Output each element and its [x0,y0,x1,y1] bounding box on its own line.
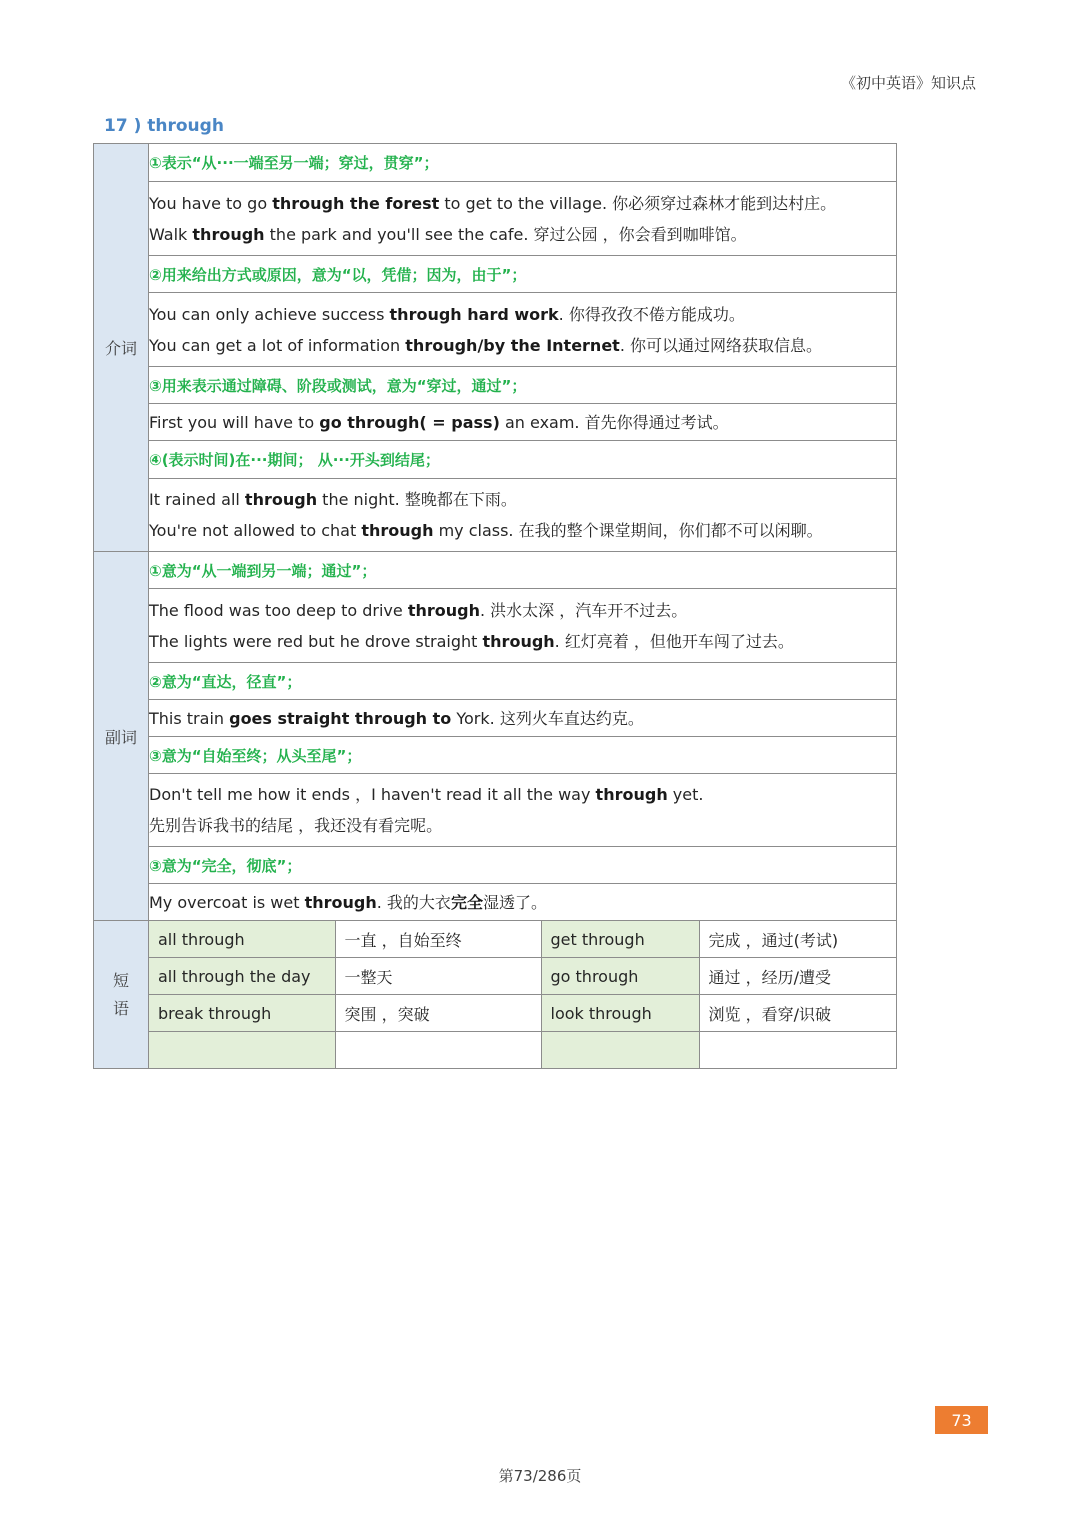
phrase-chinese: 完成 ，通过(考试) [699,921,896,958]
prep-examples-3 [149,404,897,441]
book-title: 《初中英语》知识点 [840,74,976,92]
phrase-row [149,1032,896,1069]
example-line: The flood was too deep to drive through. 洪水太深 ，汽车开不过去。 [149,600,688,620]
prep-sense-2: ②用来给出方式或原因，意为“以，凭借；因为，由于”； [149,256,897,293]
phrase-english: break through [149,995,335,1032]
phrase-chinese: 通过 ，经历/遭受 [699,958,896,995]
through-usage-table [93,143,897,1069]
phrase-english: get through [541,921,699,958]
phrase-english: all through [149,921,335,958]
phrase-chinese: 浏览 ，看穿/识破 [699,995,896,1032]
prep-examples-1 [149,182,897,256]
phrases-cell [149,921,897,1069]
phrase-chinese: 一整天 [335,958,541,995]
adv-examples-1 [149,589,897,663]
example-line: You can only achieve success through hard work. 你得孜孜不倦方能成功。 [149,304,745,324]
prep-examples-2 [149,293,897,367]
prep-sense-1: ①表示“从···一端至另一端；穿过，贯穿”； [149,144,897,182]
category-phrases: 短 语 [94,921,149,1069]
phrase-row [149,995,896,1032]
adv-examples-4 [149,884,897,921]
adv-sense-4: ③意为“完全，彻底”； [149,847,897,884]
prep-sense-4: ④(表示时间)在···期间； 从···开头到结尾； [149,441,897,479]
phrase-chinese [335,1032,541,1069]
prep-sense-3: ③用来表示通过障碍、阶段或测试，意为“穿过，通过”； [149,367,897,404]
example-line: This train goes straight through to York. 这列火车直达约克。 [149,708,644,728]
phrase-english [541,1032,699,1069]
prep-examples-4 [149,479,897,552]
example-line: The lights were red but he drove straight through. 红灯亮着 ，但他开车闯了过去。 [149,631,794,651]
example-line: First you will have to go through( = pass) an exam. 首先你得通过考试。 [149,412,729,432]
page-number-badge: 73 [935,1406,988,1434]
phrase-english [149,1032,335,1069]
adv-sense-3: ③意为“自始至终；从头至尾”； [149,737,897,774]
section-heading: 17 ) through [104,116,224,136]
page-footer: 第73/286页 [498,1467,582,1485]
category-adverb: 副词 [94,552,149,921]
example-line: You're not allowed to chat through my class. 在我的整个课堂期间，你们都不可以闲聊。 [149,521,823,540]
example-line: You have to go through the forest to get to the village. 你必须穿过森林才能到达村庄。 [149,193,837,213]
example-line: You can get a lot of information through/by the Internet. 你可以通过网络获取信息。 [149,335,823,355]
example-line: Don't tell me how it ends ，I haven't read it all the way through yet. [149,785,704,804]
phrase-chinese: 突围 ，突破 [335,995,541,1032]
adv-examples-2 [149,700,897,737]
example-line: Walk through the park and you'll see the cafe. 穿过公园 ，你会看到咖啡馆。 [149,224,747,244]
adv-examples-3 [149,774,897,847]
phrase-english: look through [541,995,699,1032]
category-preposition: 介词 [94,144,149,552]
phrase-row [149,958,896,995]
phrase-english: all through the day [149,958,335,995]
phrase-row [149,921,896,958]
phrases-table [149,921,896,1068]
example-line: 先别告诉我书的结尾 ，我还没有看完呢。 [149,816,443,835]
adv-sense-1: ①意为“从一端到另一端；通过”； [149,552,897,589]
adv-sense-2: ②意为“直达，径直”； [149,663,897,700]
phrase-chinese [699,1032,896,1069]
example-line: My overcoat is wet through. 我的大衣完全湿透了。 [149,892,547,912]
phrase-chinese: 一直 ，自始至终 [335,921,541,958]
example-line: It rained all through the night. 整晚都在下雨。 [149,490,517,509]
phrase-english: go through [541,958,699,995]
